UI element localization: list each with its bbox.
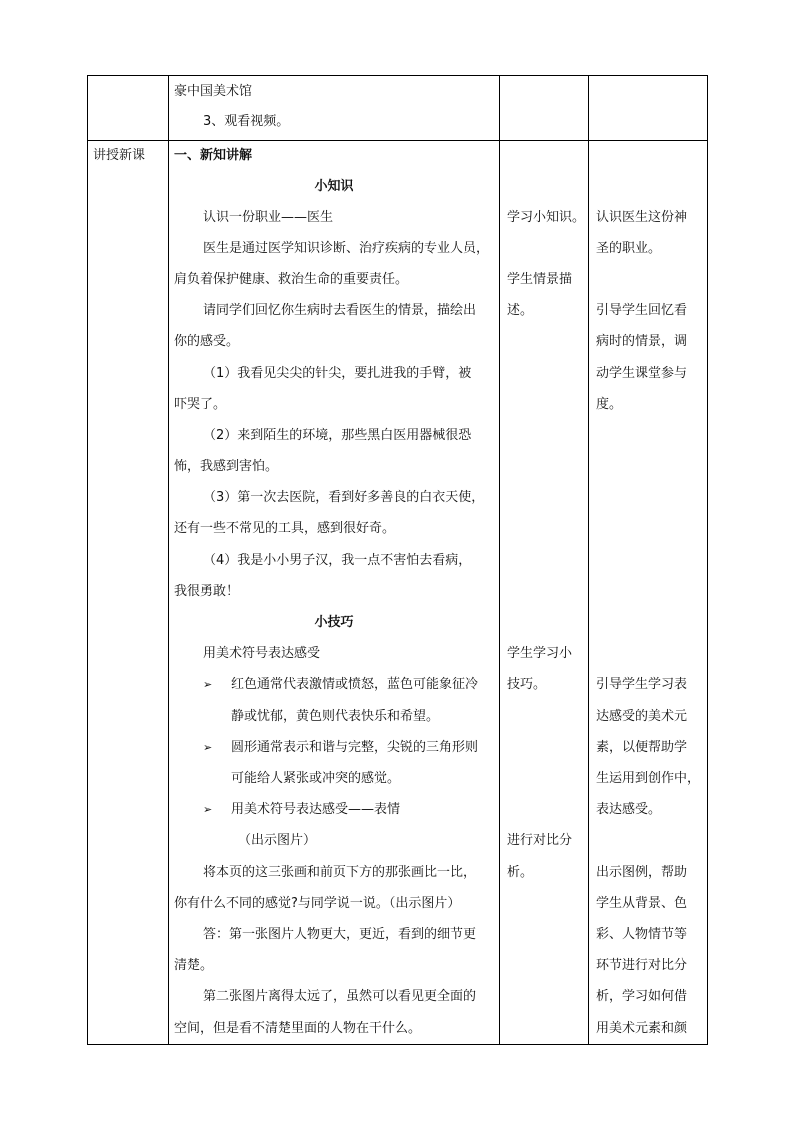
content-line: 认识一份职业——医生 [203, 210, 334, 225]
content-line: 空间，但是看不清楚里面的人物在干什么。 [174, 1021, 422, 1036]
content-line: 还有一些不常见的工具，感到很好奇。 [174, 521, 396, 536]
student-activity-line: 述。 [507, 303, 534, 318]
design-intent-line: 引导学生学习表 [596, 677, 688, 692]
content-line: （出示图片） [238, 833, 317, 848]
design-intent-line: 达感受的美术元 [596, 709, 688, 724]
content-line: 我很勇敢！ [174, 584, 240, 599]
bullet-arrow-icon: ➢ [203, 803, 213, 816]
col-border-right [707, 75, 708, 1045]
content-line: （2）来到陌生的环境，那些黑白医用器械很恐 [203, 428, 472, 443]
design-intent-line: 病时的情景，调 [596, 334, 688, 349]
design-intent-line: 用美术元素和颜 [596, 1021, 688, 1036]
content-line: （3）第一次去医院，看到好多善良的白衣天使， [203, 490, 485, 505]
row-divider [87, 140, 708, 141]
content-line: 清楚。 [174, 958, 214, 973]
design-intent-line: 素，以便帮助学 [596, 740, 688, 755]
content-line: 将本页的这三张画和前页下方的那张画比一比， [203, 865, 477, 880]
design-intent-line: 学生从背景、色 [596, 896, 688, 911]
tips-intro: 用美术符号表达感受 [203, 646, 321, 661]
student-activity-line: 析。 [507, 865, 534, 880]
content-line: 吓哭了。 [174, 397, 227, 412]
design-intent-line: 环节进行对比分 [596, 958, 688, 973]
content-line: 第二张图片离得太远了，虽然可以看见更全面的 [203, 989, 477, 1004]
row1-line-1: 豪中国美术馆 [174, 84, 253, 99]
student-activity-line: 技巧。 [507, 677, 547, 692]
design-intent-line: 出示图例，帮助 [596, 865, 688, 880]
content-line: 请同学们回忆你生病时去看医生的情景，描绘出 [203, 303, 477, 318]
col-border-left [87, 75, 88, 1045]
content-line: 你有什么不同的感觉?与同学说一说。（出示图片） [174, 896, 461, 911]
bullet-line: 用美术符号表达感受——表情 [231, 802, 401, 817]
bullet-line: 可能给人紧张或冲突的感觉。 [231, 771, 401, 786]
table-bottom-border [87, 1044, 708, 1045]
design-intent-line: 生运用到创作中， [596, 771, 701, 786]
content-line: 答：第一张图片人物更大，更近，看到的细节更 [203, 927, 477, 942]
row1-line-2: 3、观看视频。 [203, 114, 290, 129]
subsection-title-knowledge: 小知识 [314, 179, 354, 194]
col-border-3 [588, 75, 589, 1045]
table-top-border [87, 75, 708, 76]
bullet-arrow-icon: ➢ [203, 741, 213, 754]
design-intent-line: 认识医生这份神 [596, 210, 688, 225]
design-intent-line: 度。 [596, 397, 623, 412]
content-line: （1）我看见尖尖的针尖，要扎进我的手臂，被 [203, 366, 472, 381]
student-activity-line: 学习小知识。 [507, 210, 586, 225]
col-border-1 [168, 75, 169, 1045]
bullet-line: 圆形通常表示和谐与完整，尖锐的三角形则 [231, 740, 479, 755]
student-activity-line: 学生情景描 [507, 272, 573, 287]
content-line: 肩负着保护健康、救治生命的重要责任。 [174, 272, 409, 287]
content-line: 医生是通过医学知识诊断、治疗疾病的专业人员， [203, 241, 490, 256]
content-line: 你的感受。 [174, 334, 240, 349]
design-intent-line: 表达感受。 [596, 802, 662, 817]
design-intent-line: 动学生课堂参与 [596, 366, 688, 381]
student-activity-line: 学生学习小 [507, 646, 573, 661]
content-line: （4）我是小小男子汉，我一点不害怕去看病， [203, 553, 472, 568]
section-heading: 一、新知讲解 [174, 148, 253, 163]
bullet-arrow-icon: ➢ [203, 678, 213, 691]
design-intent-line: 析，学习如何借 [596, 989, 688, 1004]
stage-label: 讲授新课 [93, 148, 146, 163]
col-border-2 [499, 75, 500, 1045]
design-intent-line: 引导学生回忆看 [596, 303, 688, 318]
subsection-title-tips: 小技巧 [314, 615, 354, 630]
content-line: 怖，我感到害怕。 [174, 459, 279, 474]
design-intent-line: 圣的职业。 [596, 241, 662, 256]
design-intent-line: 彩、人物情节等 [596, 927, 688, 942]
student-activity-line: 进行对比分 [507, 833, 573, 848]
bullet-line: 红色通常代表激情或愤怒，蓝色可能象征冷 [231, 677, 479, 692]
bullet-line: 静或忧郁，黄色则代表快乐和希望。 [231, 709, 440, 724]
